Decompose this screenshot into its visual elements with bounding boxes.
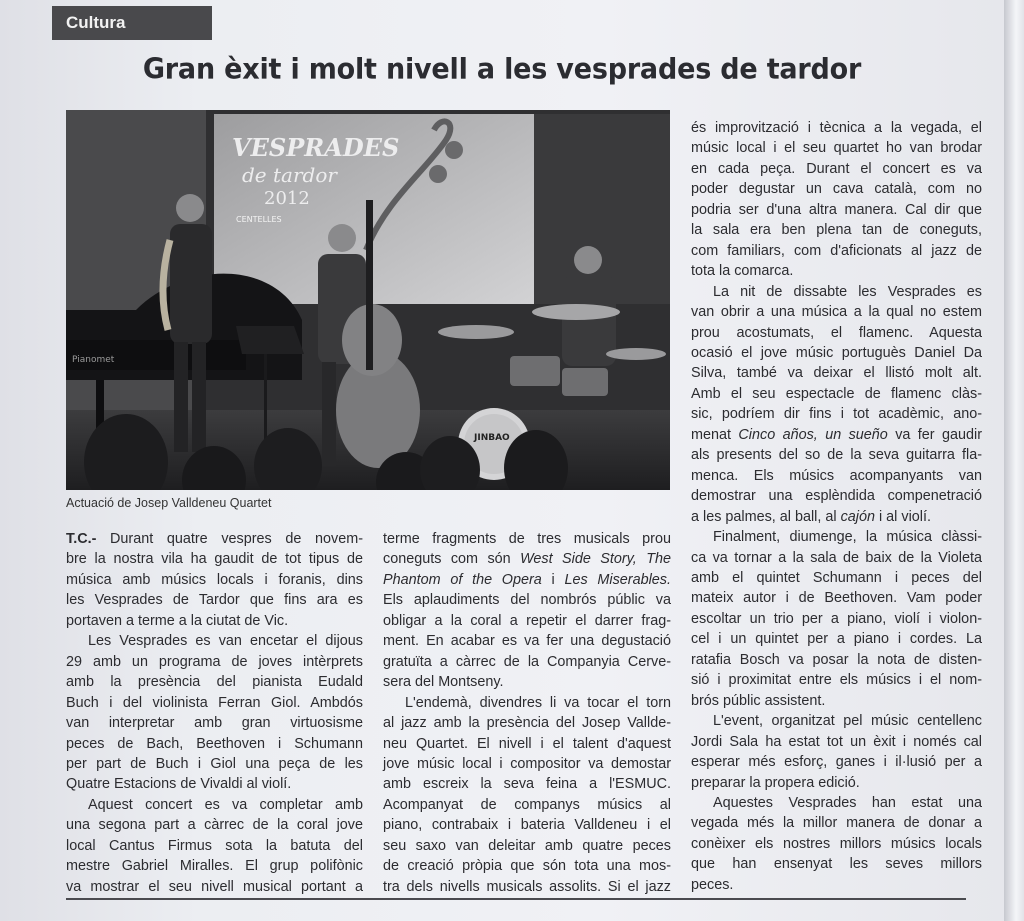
text-line: ment. En acabar es va fer una degustació (383, 633, 671, 650)
text-line: amb el quintet Schumann i peces del (691, 569, 982, 586)
text-line: podria ser d'una altra manera. Cal dir que (691, 201, 982, 218)
text-line: jove músic local i compositor va demostar (383, 755, 671, 772)
text-line: tota la comarca. (691, 263, 794, 280)
banner-year: 2012 (264, 188, 310, 209)
text-line: és improvització i tècnica a la vegada, el (691, 120, 982, 136)
text-line: al jazz amb la presència del Josep Vallde- (383, 715, 671, 732)
text-line: bre la nostra vila ha gaudit de tot tipus de (66, 551, 363, 568)
text-line: les Vesprades de Tardor que fins ara es (66, 592, 363, 609)
article-column-3 (691, 118, 982, 895)
text-line: La nit de dissabte les Vesprades es (713, 283, 982, 300)
text-line: mestre Gabriel Miralles. El grup polifònic (66, 858, 363, 875)
text-line: escoltar un trio per a piano, violí i violon- (691, 610, 982, 627)
text-line: sic, podríem dir fins i tot acadèmic, ano- (691, 406, 982, 423)
text-line: sió i proximitat entre els músics i el nom- (691, 672, 982, 689)
text-line: Jordi Sala ha estat tot un èxit i només cal (691, 733, 982, 750)
article-column-1 (66, 529, 363, 897)
text-line: coneguts com són West Side Story, The (383, 551, 671, 568)
text-line: T.C.- Durant quatre vespres de novem- (66, 531, 363, 547)
text-line: van interpretar amb gran virtuosisme (66, 715, 363, 732)
text-line: música amb músics locals i foranis, dins (66, 571, 363, 588)
text-line: piano, contrabaix i bateria Valldeneu i el (383, 817, 671, 834)
text-line: Les Vesprades es van encetar el dijous (88, 633, 363, 650)
text-line: Quatre Estacions de Vivaldi al violí. (66, 776, 292, 793)
text-line: vegada més la millor manera de donar a (691, 815, 982, 832)
text-line: conèixer els nostres millors músics locals (691, 835, 982, 852)
byline-initials: T.C.- (66, 531, 97, 547)
text-line: peces. (691, 876, 734, 893)
text-line: neu Quartet. El nivell i el talent d'aquest (383, 735, 671, 752)
piano-brand: Pianomet (72, 355, 115, 365)
text-line: seu saxo van deleitar amb quatre peces (383, 837, 671, 854)
text-line: terme fragments de tres musicals prou (383, 531, 671, 547)
text-line: brós públic assistent. (691, 692, 826, 709)
article-column-2 (383, 529, 671, 897)
text-line: amb escreix la seva feina a l'ESMUC. (383, 776, 671, 793)
text-line: poder degustar un cava català, com no (691, 181, 982, 198)
text-line: als presents del so de la seva guitarra fla- (691, 447, 982, 464)
text-line: esperar més esforç, ganes i il·lusió per a (691, 754, 982, 771)
text-line: local Cantus Firmus sota la batuta del (66, 837, 363, 854)
text-line: demostrar una esplèndida compenetració (691, 488, 982, 505)
text-line: Amb el seu espectacle de flamenc clàs- (691, 385, 982, 402)
text-line: gratuïta a càrrec de la Companyia Cerve- (383, 653, 671, 670)
text-line: 29 amb un programa de joves intèrprets (66, 653, 363, 670)
text-line: Acompanyat de companys músics al (383, 796, 671, 813)
text-line: amb la presència del pianista Eudald (66, 674, 363, 691)
text-line: per part de Buch i Giol una peça de les (66, 755, 363, 772)
text-line: portaven a terme a la ciutat de Vic. (66, 612, 289, 629)
text-line: sera del Montseny. (383, 674, 504, 691)
drum-brand: JINBAO (474, 433, 510, 443)
text-line: preparar la propera edició. (691, 774, 860, 791)
concert-photo-illustration (66, 110, 670, 490)
text-line: que han ensenyat les seves millors (691, 856, 982, 873)
text-line: Finalment, diumenge, la música clàssi- (713, 529, 982, 546)
text-line: prou acostumats, el flamenc. Aquesta (691, 324, 982, 341)
page-gutter (1004, 0, 1024, 921)
text-line: van obrir a una música a la qual no estem (691, 304, 982, 321)
article-headline: Gran èxit i molt nivell a les vesprades de tardor (142, 53, 862, 86)
text-line: Buch i del violinista Ferran Giol. Ambdós (66, 694, 363, 711)
text-line: Els aplaudiments del nombrós públic va (383, 592, 671, 609)
text-line: Silva, també va deixar el llistó molt alt. (691, 365, 982, 382)
text-line: va mostrar el seu nivell musical portant a (66, 878, 363, 895)
text-line: peces de Bach, Beethoven i Schumann (66, 735, 363, 752)
text-line: una segona part a càrrec de la coral jove (66, 817, 363, 834)
text-line: Aquest concert es va completar amb (88, 796, 363, 813)
text-line: obligar a la coral a repetir el darrer frag- (383, 612, 671, 629)
banner-town: CENTELLES (236, 215, 282, 224)
text-line: la sala era ben plena tan de coneguts, (691, 222, 982, 239)
text-line: músic local i el seu quartet ho van brodar (691, 140, 982, 157)
text-line: a les palmes, al ball, al cajón i al violí. (691, 508, 931, 525)
photo-caption: Actuació de Josep Valldeneu Quartet (66, 496, 272, 510)
section-label: Cultura (52, 6, 212, 40)
text-line: menat Cinco años, un sueño va fer gaudir (691, 426, 982, 443)
text-line: L'endemà, divendres li va tocar el torn (405, 694, 671, 711)
text-line: ca va tornar a la sala de baix de la Violeta (691, 549, 982, 566)
banner-title: VESPRADES (232, 133, 400, 162)
text-line: en cada peça. Durant el concert es va (691, 160, 982, 177)
text-line: de creació pròpia que són tota una mos- (383, 858, 671, 875)
text-line: Phantom of the Opera i Les Miserables. (383, 571, 671, 588)
concert-photo (66, 110, 670, 490)
text-line: menca. Els músics acompanyants van (691, 467, 982, 484)
text-line: ocasió el jove músic portuguès Daniel Da (691, 344, 982, 361)
text-line: L'event, organitzat pel músic centellenc (713, 713, 982, 730)
text-line: com familiars, com d'aficionats al jazz de (691, 242, 982, 259)
footer-rule (66, 898, 966, 900)
text-line: mateix autor i de Beethoven. Vam poder (691, 590, 982, 607)
text-line: Aquestes Vesprades han estat una (713, 794, 982, 811)
text-line: ratafia Bosch va posar la nota de disten- (691, 651, 982, 668)
text-line: tra dels nivells musicals assolits. Si el jazz (383, 878, 671, 895)
text-line: cel i un quintet per a piano i cordes. La (691, 631, 982, 648)
banner-subtitle: de tardor (242, 163, 337, 187)
